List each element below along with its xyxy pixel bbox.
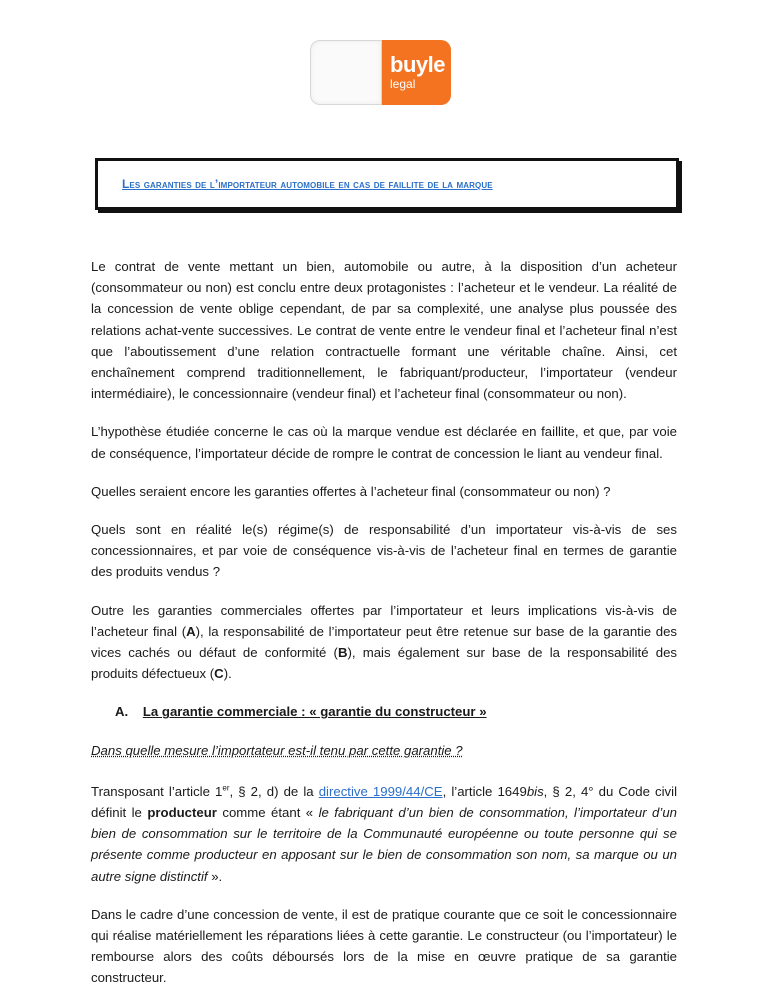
text-run: ), mais également sur base de la responsabilité des produits défectueux ( [91, 645, 677, 682]
text-run: ). [223, 666, 232, 682]
paragraph-intro: Le contrat de vente mettant un bien, automobile ou autre, à la disposition d’un acheteur (consommateur ou non) est conclu entre deux protagonistes : l’acheteur et le vendeur. La réalité de la concession de vente oblige cependant, de par sa complexité, une analyse plus poussée des relations achat-vente successives. Le contrat de vente entre le vendeur final et l’acheteur final n’est que l’aboutissement d’une relation contractuelle formant une véritable chaîne. Ainsi, cet enchaînement comprend traditionnellement, le fabriquant/producteur, l’importateur (vendeur intermédiaire), le concessionnaire (vendeur final) et l’acheteur final (consommateur ou non). [91, 259, 677, 402]
text-run: ». [207, 868, 223, 884]
section-heading-a [91, 701, 677, 722]
logo-word-legal: legal [390, 77, 416, 91]
title-box [95, 158, 679, 210]
superscript: er [222, 783, 230, 793]
definition-quote: le fabriquant d’un bien de consommation, l’importateur d’un bien de consommation sur le territoire de la Communauté européenne ou toute personne qui se présente comme producteur en apposant sur le bien de consommation son nom, sa marque ou un autre signe distinctif [91, 805, 677, 884]
paragraph-definition [91, 781, 677, 887]
paragraph-overview [91, 600, 677, 685]
buyle-legal-logo [310, 40, 451, 105]
paragraph-hypothesis: L’hypothèse étudiée concerne le cas où la marque vendue est déclarée en faillite, et que, par voie de conséquence, l’importateur décide de rompre le contrat de concession le liant au vendeur final. [91, 424, 677, 461]
paragraph-question-2: Quels sont en réalité le(s) régime(s) de responsabilité d’un importateur vis-à-vis de ses concessionnaires, et par voie de conséquence vis-à-vis de l’acheteur final en termes de garantie des produits vendus ? [91, 522, 677, 580]
text-run: , § 2, d) de la [229, 783, 319, 799]
section-marker: A. [115, 704, 129, 720]
text-run: Outre les garanties commerciales offertes par l’importateur et leurs implications vis-à-vis de l’acheteur final ( [91, 602, 677, 639]
document-body [91, 256, 677, 1006]
bis-text: bis [526, 783, 544, 799]
text-run: , l’article 1649 [442, 783, 527, 799]
directive-link[interactable]: directive 1999/44/CE [318, 783, 443, 799]
logo-word-buyle: buyle [390, 52, 445, 77]
producteur-term: producteur [147, 805, 217, 821]
paragraph-question-1: Quelles seraient encore les garanties offertes à l’acheteur final (consommateur ou non) ? [91, 483, 611, 499]
ref-a: A [186, 623, 196, 639]
section-heading-text: La garantie commerciale : « garantie du constructeur » [142, 704, 487, 720]
text-run: comme étant « [216, 805, 319, 821]
text-run: Transposant l’article 1 [91, 783, 223, 799]
ref-b: B [337, 645, 348, 661]
logo-left-panel [310, 40, 382, 105]
paragraph-practice: Dans le cadre d’une concession de vente, il est de pratique courante que ce soit le concessionnaire qui réalise matériellement les réparations liées à cette garantie. Le constructeur (ou l’importateur) le rembourse alors des coûts déboursés lors de la mise en œuvre pratique de sa garantie constructeur. [91, 906, 677, 986]
document-title: Les garanties de l’importateur automobile en cas de faillite de la marque [122, 177, 493, 191]
section-question: Dans quelle mesure l’importateur est-il tenu par cette garantie ? [91, 742, 463, 758]
ref-c: C [214, 666, 224, 682]
text-run: ), la responsabilité de l’importateur peut être retenue sur base de la garantie des vices cachés ou défaut de conformité ( [91, 623, 678, 661]
text-run: , § 2, 4° du Code civil définit le [91, 783, 678, 821]
